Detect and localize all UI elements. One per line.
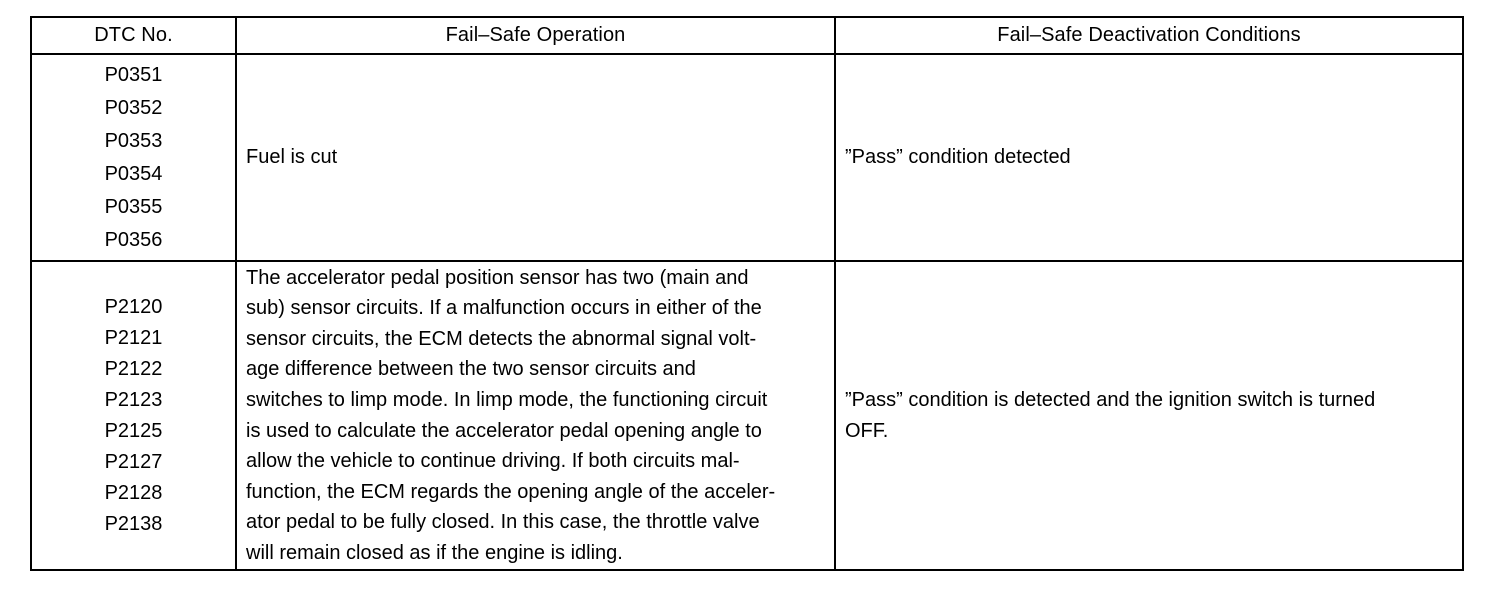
dtc-code: P2125 xyxy=(104,419,163,442)
table-row xyxy=(31,54,1463,261)
header-fail-safe-operation: Fail–Safe Operation xyxy=(236,17,835,54)
table-header-row xyxy=(31,17,1463,54)
dtc-code: P2122 xyxy=(104,357,163,380)
operation-text-line: sensor circuits, the ECM detects the abnormal signal volt- xyxy=(246,327,757,350)
header-dtc-no: DTC No. xyxy=(31,17,236,54)
fail-safe-operation-cell: Fuel is cut xyxy=(236,54,835,261)
dtc-code: P2127 xyxy=(104,450,163,473)
deactivation-condition-cell xyxy=(835,261,1463,570)
dtc-code: P2128 xyxy=(104,481,163,504)
fail-safe-operation-cell xyxy=(236,261,835,570)
operation-text-line: sub) sensor circuits. If a malfunction occurs in either of the xyxy=(246,297,762,320)
dtc-code: P0353 xyxy=(104,129,163,152)
deactivation-condition-cell: ”Pass” condition detected xyxy=(835,54,1463,261)
operation-text-line: function, the ECM regards the opening angle of the acceler- xyxy=(246,480,776,503)
operation-text-line: allow the vehicle to continue driving. If both circuits mal- xyxy=(246,450,740,473)
operation-text-line: will remain closed as if the engine is idling. xyxy=(246,541,623,564)
header-deactivation-conditions: Fail–Safe Deactivation Conditions xyxy=(835,17,1463,54)
dtc-code: P2120 xyxy=(104,295,163,318)
operation-text-line: switches to limp mode. In limp mode, the functioning circuit xyxy=(246,388,768,411)
dtc-code: P0352 xyxy=(104,96,163,119)
dtc-codes-cell xyxy=(31,54,236,261)
operation-text-line: age difference between the two sensor circuits and xyxy=(246,358,696,381)
fail-safe-table xyxy=(30,16,1464,571)
deactivation-text-line: ”Pass” condition is detected and the ignition switch is turned xyxy=(845,388,1376,411)
table-row xyxy=(31,261,1463,570)
operation-text-line: ator pedal to be fully closed. In this case, the throttle valve xyxy=(246,511,760,534)
operation-text-line: The accelerator pedal position sensor has two (main and xyxy=(246,266,749,289)
deactivation-text-line: OFF. xyxy=(845,419,889,442)
dtc-code: P2138 xyxy=(104,512,163,535)
dtc-code: P2121 xyxy=(104,326,163,349)
dtc-code: P2123 xyxy=(104,388,163,411)
dtc-code: P0356 xyxy=(104,228,163,251)
operation-text-line: is used to calculate the accelerator pedal opening angle to xyxy=(246,419,762,442)
dtc-code: P0355 xyxy=(104,195,163,218)
dtc-code: P0351 xyxy=(104,63,163,86)
dtc-codes-cell xyxy=(31,261,236,570)
dtc-code: P0354 xyxy=(104,162,163,185)
